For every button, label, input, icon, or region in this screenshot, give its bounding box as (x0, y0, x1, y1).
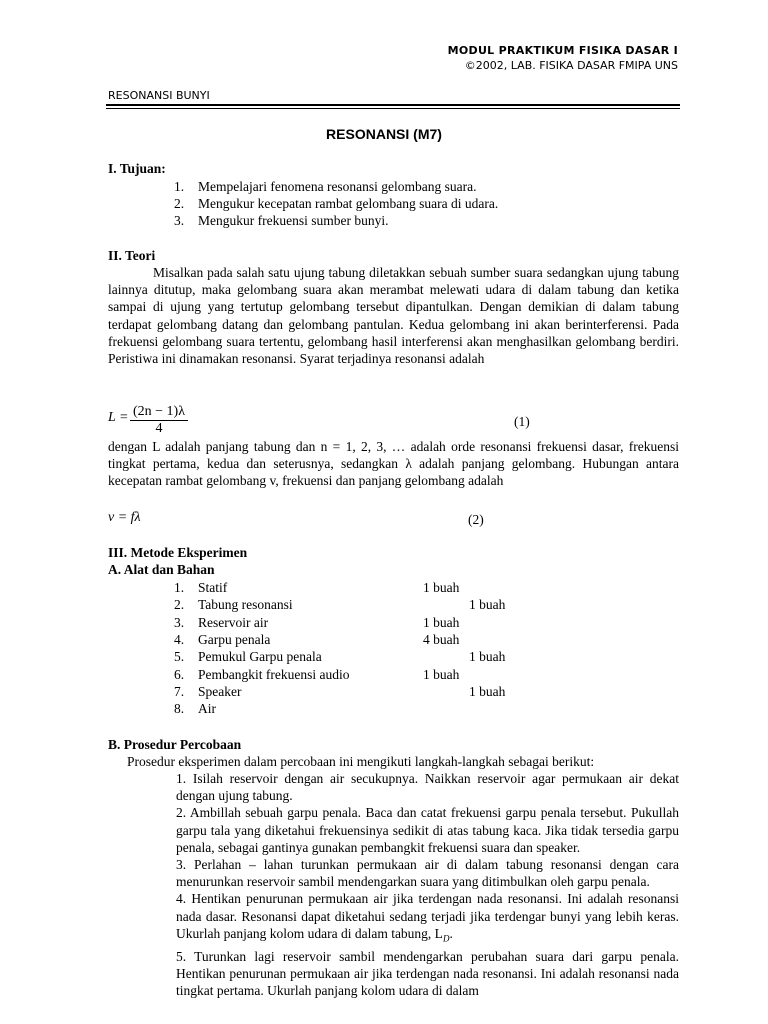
tujuan-item: Mengukur kecepatan rambat gelombang suara di udara. (198, 196, 499, 211)
alat-heading: A. Alat dan Bahan (108, 562, 215, 577)
prosedur-intro: Prosedur eksperimen dalam percobaan ini mengikuti langkah-langkah sebagai berikut: (127, 754, 595, 769)
metode-heading: III. Metode Eksperimen (108, 545, 248, 560)
alat-item-name: Speaker (198, 683, 242, 699)
tujuan-item-number: 2. (174, 196, 185, 211)
alat-item-number: 7. (174, 683, 185, 699)
prosedur-step: 2. Ambillah sebuah garpu penala. Baca dan catat frekuensi garpu penala tersebut. Pukullah garpu tala yang diketahui frekuensinya sedikit di atas tabung kaca. Jika tidak tersedia garpu penala, sebagai gantinya gunakan pembangkit frekuensi suara dan speaker. (176, 805, 679, 855)
tujuan-item: Mengukur frekuensi sumber bunyi. (198, 213, 389, 228)
alat-item-name: Reservoir air (198, 614, 269, 630)
tujuan-item-number: 3. (174, 213, 185, 228)
prosedur-step: 3. Perlahan – lahan turunkan permukaan air di dalam tabung resonansi dengan cara menurunkan reservoir sambil mendengarkan suara yang ditimbulkan oleh garpu penala. (176, 857, 679, 890)
step-text: 4. Hentikan penurunan permukaan air jika terdengan nada resonansi. Ini adalah resonansi nada dasar. Resonansi dapat diketahui sedang terjadi jika terdengar bunyi yang lebih keras. Ukurlah panjang kolom udara di dalam tabung, L (176, 891, 679, 941)
prosedur-step (176, 890, 679, 947)
step-end: . (449, 925, 453, 941)
alat-item-qty: 1 buah (423, 580, 460, 595)
alat-item-number: 5. (174, 649, 185, 665)
alat-item-name: Tabung resonansi (198, 597, 293, 613)
alat-item-name: Statif (198, 580, 228, 595)
alat-item-qty: 1 buah (469, 683, 506, 699)
teori-heading: II. Teori (108, 248, 156, 263)
alat-item-qty: 1 buah (423, 614, 460, 630)
prosedur-step: 1. Isilah reservoir dengan air secukupnya. Naikkan reservoir agar permukaan air dekat dengan ujung tabung. (176, 771, 679, 804)
alat-item-name: Pembangkit frekuensi audio (198, 666, 350, 682)
header-rule-thick (106, 104, 680, 106)
page-title: RESONANSI (M7) (326, 126, 442, 142)
alat-item-name: Air (198, 701, 216, 717)
equation-2-label: (2) (468, 512, 484, 527)
alat-item-name: Garpu penala (198, 631, 271, 647)
header-rule-thin (106, 108, 680, 109)
alat-item-number: 2. (174, 597, 185, 613)
equation-1-numerator: (2n − 1)λ (133, 404, 186, 419)
copyright-line: ©2002, LAB. FISIKA DASAR FMIPA UNS (464, 59, 678, 72)
equation-1-denominator: 4 (155, 421, 163, 436)
alat-item-number: 4. (174, 631, 185, 647)
alat-item-qty: 1 buah (469, 649, 506, 665)
teori-paragraph: Misalkan pada salah satu ujung tabung diletakkan sebuah sumber suara sedangkan ujung tabung lainnya ditutup, maka gelombang suara akan merambat melewati udara di dalam tabung dan ketika sampai di ujung yang tertutup gelombang tersebut dipantulkan. Dengan demikian di dalam tabung terdapat gelombang datang dan gelombang pantulan. Kedua gelombang ini akan berinterferensi. Pada frekuensi gelombang suara tertentu, gelombang hasil interferensi akan menghasilkan gelombang berdiri. Peristiwa ini dinamakan resonansi. Syarat terjadinya resonansi adalah (108, 265, 679, 367)
alat-item-number: 1. (174, 580, 185, 595)
alat-item-qty: 4 buah (423, 631, 460, 647)
equation-2: v = fλ (108, 510, 141, 525)
alat-item-name: Pemukul Garpu penala (198, 649, 322, 665)
alat-item-number: 3. (174, 614, 185, 630)
equation-1-fraction (130, 404, 188, 437)
step-subscript: D (442, 933, 450, 944)
alat-item-number: 8. (174, 701, 185, 717)
alat-item-qty: 1 buah (423, 666, 460, 682)
section-label: RESONANSI BUNYI (108, 89, 210, 102)
prosedur-step: 5. Turunkan lagi reservoir sambil mendengarkan perubahan suara dari garpu penala. Hentikan penurunan permukaan air jika terdengan nada resonansi. Ini adalah resonansi nada tingkat pertama. Ukurlah panjang kolom udara di dalam (176, 948, 679, 999)
equation-1-label: (1) (514, 414, 530, 429)
tujuan-heading: I. Tujuan: (108, 161, 166, 176)
tujuan-item: Mempelajari fenomena resonansi gelombang suara. (198, 179, 477, 194)
alat-item-qty: 1 buah (469, 597, 506, 613)
prosedur-steps (176, 770, 679, 999)
alat-item-number: 6. (174, 666, 185, 682)
teori-paragraph-2: dengan L adalah panjang tabung dan n = 1, 2, 3, … adalah orde resonansi frekuensi dasar, frekuensi tingkat pertama, kedua dan seterusnya, sedangkan λ adalah panjang gelombang. Hubungan antara kecepatan rambat gelombang v, frekuensi dan panjang gelombang adalah (108, 439, 679, 489)
prosedur-heading: B. Prosedur Percobaan (108, 737, 242, 752)
tujuan-item-number: 1. (174, 179, 185, 194)
equation-1-lhs: L = (108, 410, 129, 425)
module-title: MODUL PRAKTIKUM FISIKA DASAR I (447, 44, 678, 57)
